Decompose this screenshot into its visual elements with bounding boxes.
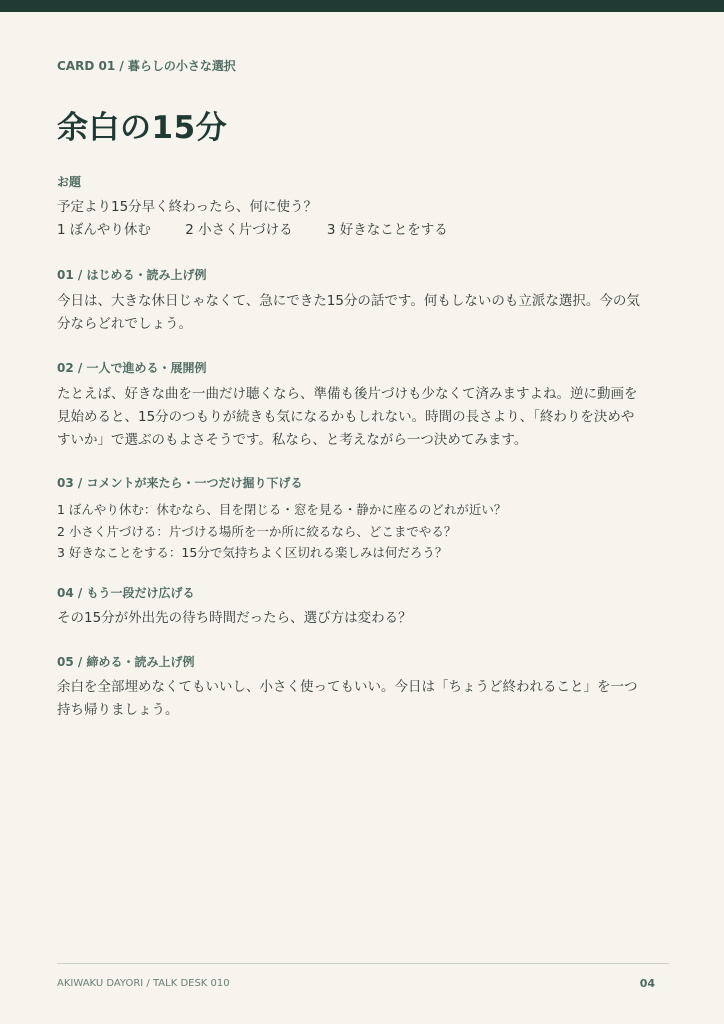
section-05-label: 05 / 締める・読み上げ例 [57, 655, 195, 669]
section-02-line: 見始めると、15分のつもりが続きも気になるかもしれない。時間の長さより、「終わりを決めや [57, 409, 635, 425]
topic-option-3: 3 好きなことをする [326, 222, 448, 238]
topic-options [57, 219, 669, 242]
section-03-line: 3 好きなことをする：15分で気持ちよく区切れる楽しみは何だろう？ [57, 545, 448, 560]
section-02-label: 02 / 一人で進める・展開例 [57, 361, 207, 375]
section-03-text [57, 499, 669, 564]
section-02-text [57, 383, 669, 452]
topic-option-1: 1 ぼんやり休む [57, 222, 151, 238]
section-05-line: 持ち帰りましょう。 [57, 702, 179, 718]
section-01-line: 今日は、大きな休日じゃなくて、急にできた15分の話です。何もしないのも立派な選択。今の気 [57, 293, 640, 309]
section-03-line: 1 ぼんやり休む：休むなら、目を閉じる・窓を見る・静かに座るのどれが近い？ [57, 502, 507, 517]
footer-divider [57, 963, 669, 964]
footer-publication: AKIWAKU DAYORI / TALK DESK 010 [57, 978, 230, 989]
section-03-line: 2 小さく片づける：片づける場所を一か所に絞るなら、どこまでやる？ [57, 523, 457, 539]
section-05-text [57, 676, 669, 722]
section-04-line: その15分が外出先の待ち時間だったら、選び方は変わる？ [57, 610, 412, 626]
section-01-line: 分ならどれでしょう。 [57, 316, 192, 332]
section-01-label: 01 / はじめる・読み上げ例 [57, 268, 207, 282]
section-02-line: すいか」で選ぶのもよさそうです。私なら、と考えながら一つ決めてみます。 [57, 432, 528, 448]
section-04-label: 04 / もう一段だけ広げる [57, 586, 195, 600]
section-03-label: 03 / コメントが来たら・一つだけ掘り下げる [57, 476, 303, 490]
topic-option-2: 2 小さく片づける [185, 222, 293, 238]
topic-block [57, 196, 669, 242]
topic-label: お題 [57, 175, 82, 189]
section-04-text [57, 607, 669, 630]
section-05-line: 余白を全部埋めなくてもいいし、小さく使ってもいい。今日は「ちょうど終われること」を一つ [57, 679, 638, 695]
page-title: 余白の15分 [57, 110, 228, 146]
card-label: CARD 01 / 暮らしの小さな選択 [57, 59, 236, 73]
section-02-line: たとえば、好きな曲を一曲だけ聴くなら、準備も後片づけも少なくて済みますよね。逆に動画を [57, 386, 638, 402]
top-accent-bar [0, 0, 724, 12]
page-number: 04 [639, 977, 655, 990]
topic-question: 予定より15分早く終わったら、何に使う？ [57, 199, 318, 215]
section-01-text [57, 290, 669, 336]
